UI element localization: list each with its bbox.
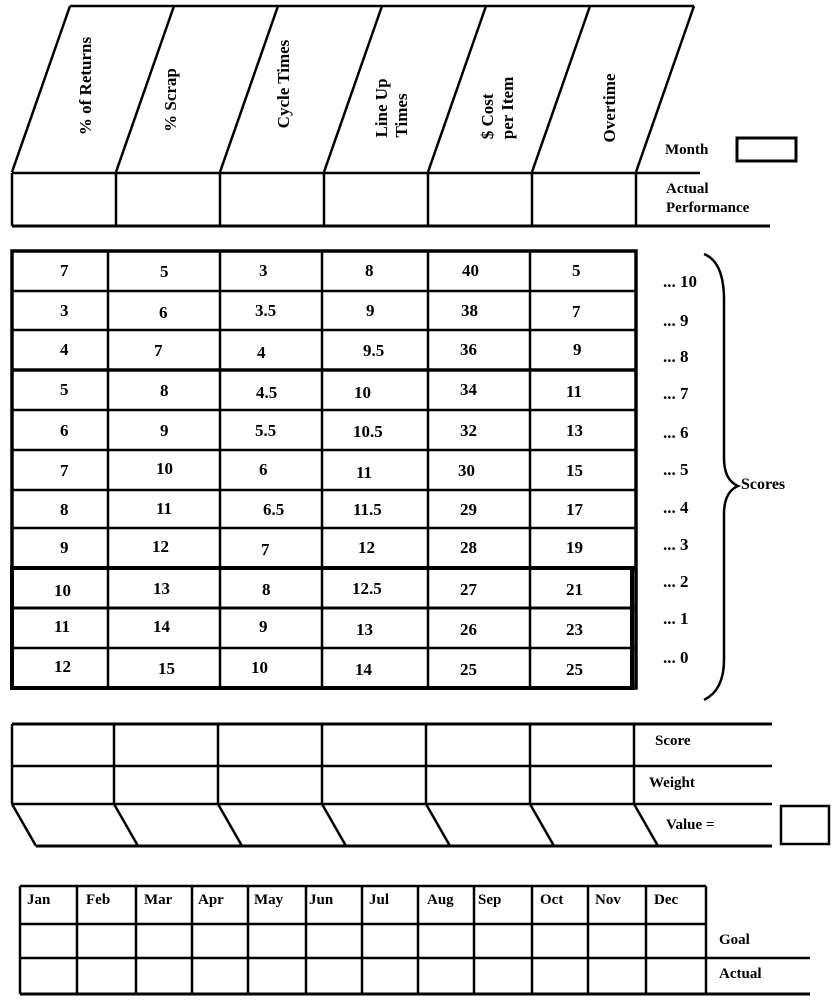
matrix-cell: 8 [365,261,374,280]
score-row-label: Score [655,733,691,749]
matrix-cell: 32 [460,421,477,440]
matrix-cell: 8 [262,580,271,599]
matrix-cell: 4 [257,343,266,362]
header-line-up-times: Line Up Times [372,78,411,138]
score-scale-label: ... 2 [663,572,689,591]
matrix-cell: 30 [458,461,475,480]
weight-cell[interactable] [532,768,632,802]
goal-row-label: Goal [719,932,750,948]
score-scale-label: ... 1 [663,609,689,628]
matrix-cell: 11 [566,382,583,401]
score-scale-label: ... 5 [663,460,689,479]
actual-performance-cell[interactable] [222,175,322,224]
matrix-cell: 23 [566,620,583,639]
score-scale-label: ... 10 [663,272,697,291]
matrix-cell: 4 [60,340,69,359]
matrix-cell: 5.5 [255,421,277,440]
matrix-cell: 14 [355,660,372,679]
month-aug: Aug [427,892,454,908]
score-scale-label: ... 8 [663,347,689,366]
matrix-cell: 4.5 [256,383,278,402]
header-cycle-times: Cycle Times [274,39,293,129]
score-scale-label: ... 7 [663,384,689,403]
score-cell[interactable] [324,726,424,764]
matrix-cell: 7 [60,261,69,280]
matrix-cell: 9.5 [363,341,385,360]
value-row-label: Value = [666,817,715,833]
matrix-cell: 3.5 [255,301,277,320]
matrix-cell: 8 [60,500,69,519]
scores-label: Scores [741,476,786,493]
weight-cell[interactable] [428,768,528,802]
actual-performance-cell[interactable] [534,175,634,224]
matrix-cell: 27 [460,580,477,599]
matrix-cell: 6 [159,303,168,322]
score-scale-label: ... 0 [663,648,689,667]
matrix-cell: 9 [573,340,582,359]
month-apr: Apr [198,892,224,908]
score-cell[interactable] [116,726,216,764]
matrix-cell: 12 [54,657,71,676]
actual-performance-cell[interactable] [14,175,114,224]
matrix-cell: 15 [158,659,175,678]
matrix-cell: 12 [152,537,169,556]
matrix-cell: 9 [366,301,375,320]
matrix-cell: 8 [160,381,169,400]
weight-cell[interactable] [324,768,424,802]
matrix-cell: 10.5 [353,422,383,441]
month-jul: Jul [369,892,390,908]
matrix-cell: 7 [572,302,581,321]
matrix-cell: 10 [156,459,173,478]
month-sep: Sep [478,892,502,908]
score-scale-label: ... 3 [663,535,689,554]
month-dec: Dec [654,892,679,908]
score-scale-label: ... 4 [663,498,689,517]
matrix-cell: 28 [460,538,477,557]
weight-cell[interactable] [116,768,216,802]
month-jun: Jun [309,892,334,908]
matrix-cell: 25 [460,660,477,679]
matrix-cell: 17 [566,500,583,519]
matrix-cell: 5 [160,262,169,281]
matrix-cell: 26 [460,620,477,639]
score-cell[interactable] [220,726,320,764]
matrix-cell: 25 [566,660,583,679]
score-scale-label: ... 6 [663,423,689,442]
month-mar: Mar [144,892,173,908]
matrix-cell: 21 [566,580,583,599]
matrix-cell: 13 [153,579,170,598]
actual-performance-label: Actual Performance [666,181,750,216]
matrix-cell: 7 [261,540,270,559]
score-cell[interactable] [14,726,112,764]
matrix-cell: 19 [566,538,583,557]
matrix-cell: 36 [460,340,477,359]
header-returns: % of Returns [76,36,95,136]
matrix-cell: 5 [60,380,69,399]
header-scrap: % Scrap [161,68,180,132]
matrix-cell: 10 [251,658,268,677]
matrix-cell: 9 [259,617,268,636]
matrix-cell: 12.5 [352,579,382,598]
matrix-cell: 11 [54,617,71,636]
matrix-cell: 34 [460,380,477,399]
matrix-cell: 29 [460,500,477,519]
actual-row-label: Actual [719,966,762,982]
actual-performance-cell[interactable] [430,175,530,224]
matrix-cell: 6 [259,460,268,479]
header-cost-per-item: $ Cost per Item [478,76,517,140]
value-input-box[interactable] [781,806,829,844]
matrix-cell: 6.5 [263,500,285,519]
matrix-cell: 10 [54,581,71,600]
matrix-cell: 12 [358,538,375,557]
matrix-cell: 38 [461,301,478,320]
month-label: Month [665,142,709,158]
matrix-cell: 11 [356,463,373,482]
matrix-cell: 10 [354,383,371,402]
matrix-cell: 11.5 [353,500,382,519]
score-scale-label: ... 9 [663,311,689,330]
weight-cell[interactable] [220,768,320,802]
matrix-cell: 5 [572,261,581,280]
weight-cell[interactable] [14,768,112,802]
header-overtime: Overtime [600,73,619,143]
matrix-cell: 9 [60,538,69,557]
actual-performance-cell[interactable] [326,175,426,224]
matrix-cell: 3 [60,301,69,320]
matrix-cell: 14 [153,617,170,636]
month-may: May [254,892,284,908]
score-cell[interactable] [428,726,528,764]
month-jan: Jan [27,892,51,908]
matrix-cell: 9 [160,421,169,440]
score-cell[interactable] [532,726,632,764]
matrix-cell: 40 [462,261,479,280]
matrix-cell: 7 [60,461,69,480]
month-input-box[interactable] [737,138,796,161]
matrix-cell: 13 [356,620,373,639]
matrix-cell: 7 [154,341,163,360]
matrix-cell: 6 [60,421,69,440]
matrix-cell: 13 [566,421,583,440]
matrix-cell: 11 [156,499,173,518]
matrix-cell: 15 [566,461,583,480]
matrix-cell: 3 [259,261,268,280]
weight-row-label: Weight [649,775,695,791]
actual-performance-cell[interactable] [118,175,218,224]
actual-cells-row[interactable] [22,960,704,992]
month-nov: Nov [595,892,621,908]
month-oct: Oct [540,892,564,908]
goal-cells-row[interactable] [22,926,704,956]
month-feb: Feb [86,892,111,908]
